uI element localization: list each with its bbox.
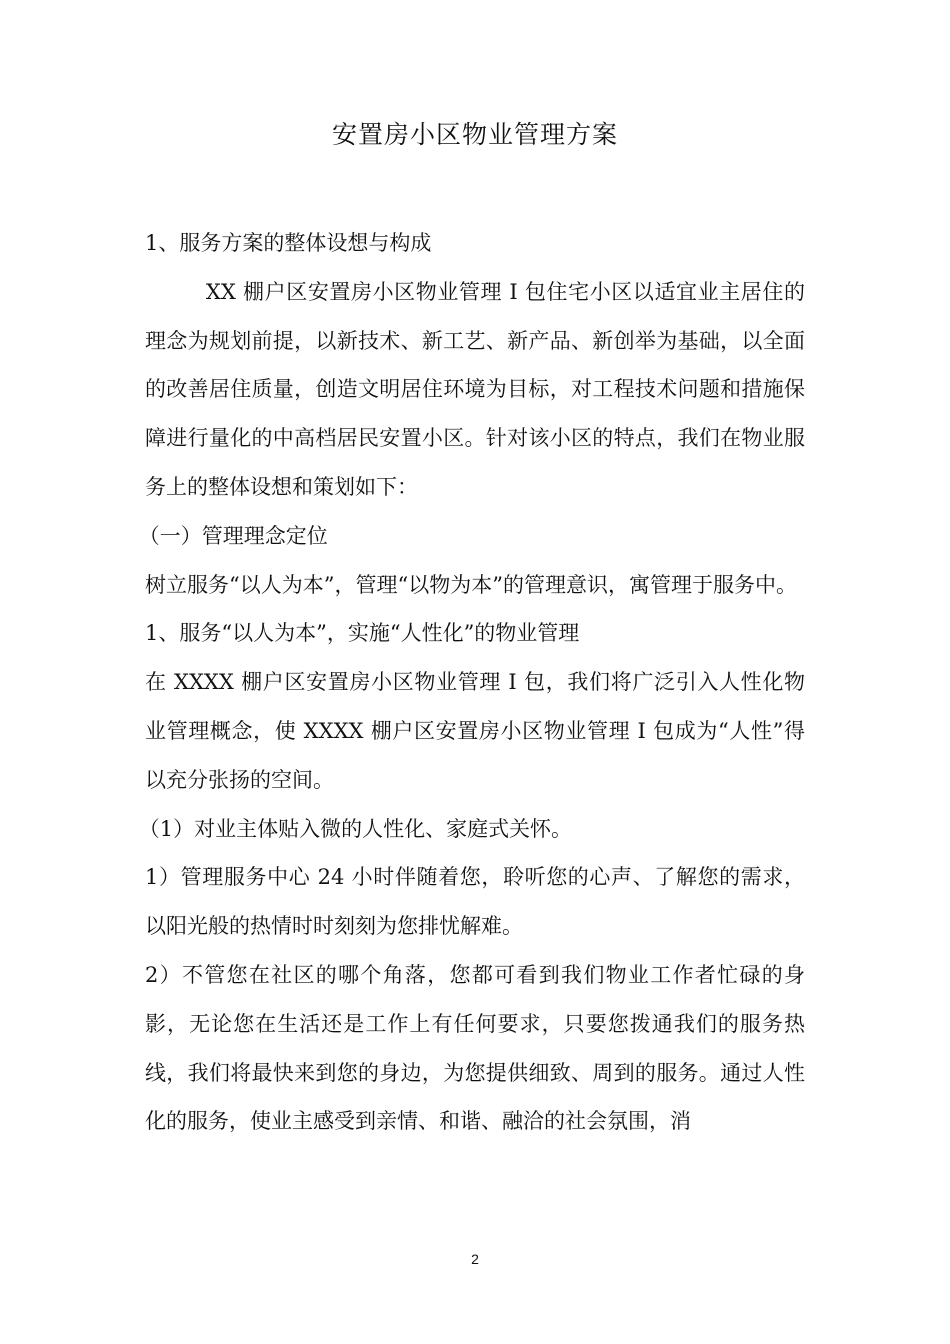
body-paragraph: 树立服务“以人为本”，管理“以物为本”的管理意识，寓管理于服务中。 xyxy=(145,572,797,597)
document-title: 安置房小区物业管理方案 xyxy=(331,120,618,149)
body-paragraph: XX 棚户区安置房小区物业管理 I 包住宅小区以适宜业主居住的理念为规划前提，以新技术、新工艺、新产品、新创举为基础，以全面的改善居住质量，创造文明居住环境为目标，对工程技术问题和措施保障进行量化的中高档居民安置小区。针对该小区的特点，我们在物业服务上的整体设想和策划如下： xyxy=(145,279,805,499)
body-paragraph: 在 XXXX 棚户区安置房小区物业管理 I 包，我们将广泛引入人性化物业管理概念，使 XXXX 棚户区安置房小区物业管理 I 包成为“人性”得以充分张扬的空间。 xyxy=(145,670,805,792)
page-number: 2 xyxy=(471,1251,479,1267)
list-item: 2）不管您在社区的哪个角落，您都可看到我们物业工作者忙碌的身影，无论您在生活还是工作上有任何要求，只要您拨通我们的服务热线，我们将最快来到您的身边，为您提供细致、周到的服务。通过人性化的服务，使业主感受到亲情、和谐、融洽的社会氛围，消 xyxy=(145,962,805,1134)
section-heading: 1、服务方案的整体设想与构成 xyxy=(145,231,432,255)
subsection-heading: （一）管理理念定位 xyxy=(138,523,328,548)
subsection-heading: （1）对业主体贴入微的人性化、家庭式关怀。 xyxy=(138,816,573,841)
section-heading: 1、服务“以人为本”，实施“人性化”的物业管理 xyxy=(145,621,580,646)
list-item: 1）管理服务中心 24 小时伴随着您，聆听您的心声、了解您的需求，以阳光般的热情时时刻刻为您排忧解难。 xyxy=(145,865,805,939)
document-body xyxy=(138,219,805,1146)
